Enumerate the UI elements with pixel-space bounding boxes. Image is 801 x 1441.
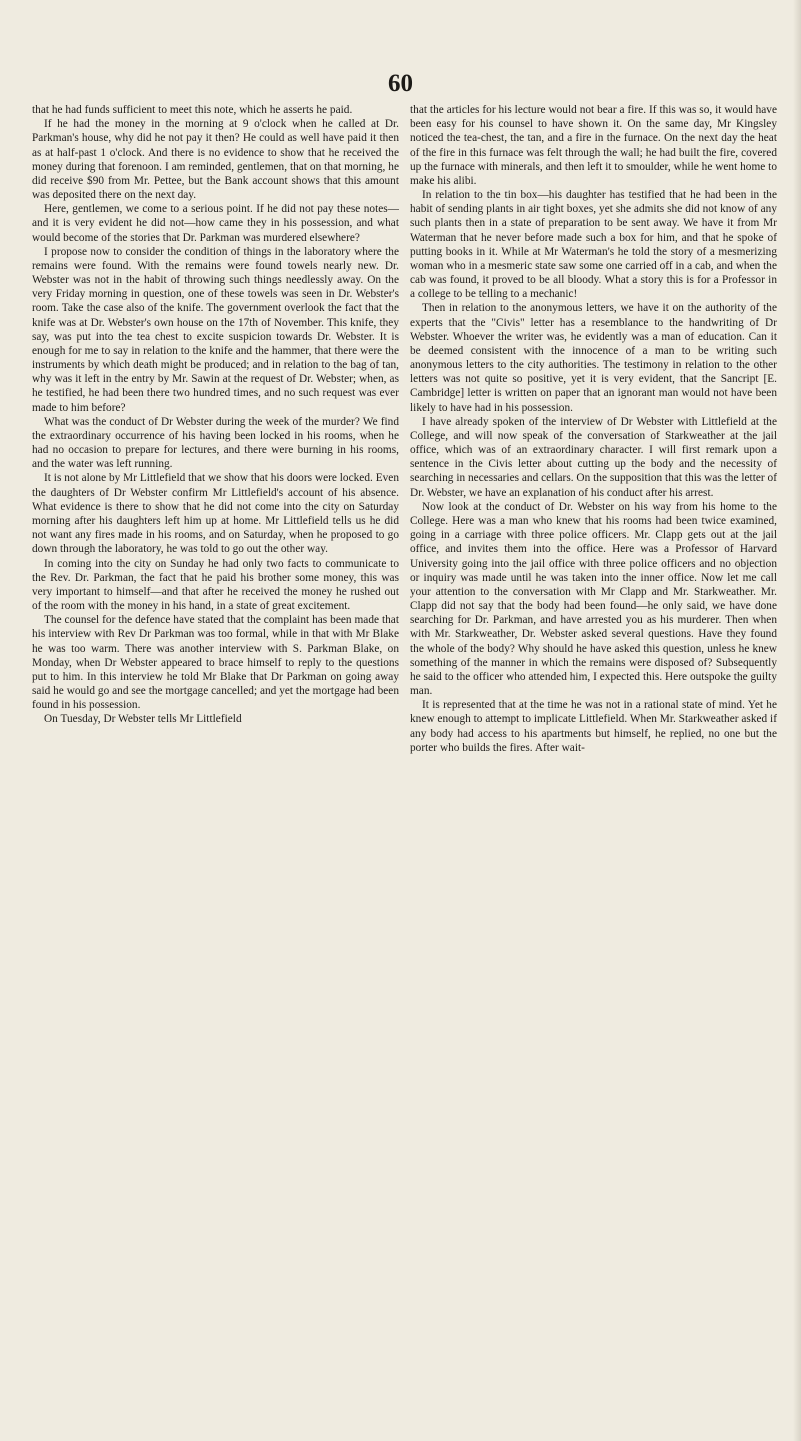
page-number: 60 <box>388 70 413 97</box>
paragraph: that the articles for his lecture would not bear a fire. If this was so, it would have been easy for his counsel to have shown it. On the same day, Mr Kingsley noticed the tea-chest, the tan, and a fire in the furnace. On the next day the heat of the fire in this furnace was felt through the wall; he had built the fire, covered up the furnace with minerals, and then left it to smoulder, while he went home to make his alibi. <box>410 104 777 187</box>
paragraph: In relation to the tin box—his daughter has testified that he had been in the habit of sending plants in air tight boxes, yet she admits she did not know of any such plants then in a state of preparation to be sent away. We have it from Mr Waterman that he never before made such a box for him, and that he spoke of putting books in it. While at Mr Waterman's he told the story of a mesmerizing woman who in a mesmeric state saw some one carried off in a cab, and when the cab was found, it proved to be all bloody. What a story this is for a Professor in a college to be telling to a mechanic! <box>410 189 777 301</box>
paragraph: that he had funds sufficient to meet this note, which he asserts he paid. <box>32 104 353 116</box>
paragraph: Now look at the conduct of Dr. Webster on his way from his home to the College. Here was a man who knew that his rooms had been twice examined, going in a carriage with three police officers. Mr. Clapp gets out at the jail office, and invites them into the office. Here was a Professor of Harvard University going into the jail office with three police officers and no objection or inquiry was made until he was taken into the inner office. Now let me call your attention to the conversation with Mr Clapp and Mr. Starkweather. Mr. Clapp did not say that the body had been found—he only said, we have done searching for Dr. Parkman, and have arrested you as his murderer. Then when with Mr. Starkweather, Dr. Webster asked several questions. Have they found the whole of the body? Why should he have asked this question, unless he knew something of the manner in which the remains were disposed of? Subsequently he said to the officer who attended him, I expected this. Here outspoke the guilty man. <box>410 500 777 698</box>
right-column <box>410 103 777 755</box>
paragraph: If he had the money in the morning at 9 o'clock when he called at Dr. Parkman's house, why did he not pay it then? He could as well have paid it then as at half-past 1 o'clock. And there is no evidence to show that he received the money during that forenoon. I am reminded, gentlemen, that on that morning, he did receive $90 from Mr. Pettee, but the Bank account shows that this amount was deposited there on the next day. <box>32 118 399 202</box>
paragraph: Here, gentlemen, we come to a serious point. If he did not pay these notes—and it is very evident he did not—how came they in his possession, and what would become of the stories that Dr. Parkman was murdered elsewhere? <box>32 203 399 244</box>
paragraph: What was the conduct of Dr Webster during the week of the murder? We find the extraordinary occurrence of his having been locked in his rooms, when he had no occasion to prepare for lectures, and there were burning in his rooms, and the water was left running. <box>32 415 399 471</box>
paragraph: On Tuesday, Dr Webster tells Mr Littlefield <box>44 713 242 726</box>
paragraph: The counsel for the defence have stated that the complaint has been made that his interview with Rev Dr Parkman was too formal, while in that with Mr Blake he was too warm. There was another interview with S. Parkman Blake, on Monday, when Dr Webster appeared to brace himself to reply to the questions put to him. In this interview he told Mr Blake that Dr Parkman on going away said he would go and see the mortgage cancelled; and yet the mortgage had been found in his possession. <box>32 614 399 712</box>
left-column <box>32 103 399 755</box>
paragraph: I propose now to consider the condition of things in the laboratory where the remains were found. With the remains were found towels nearly new. Dr. Webster was not in the habit of throwing such things needlessly away. On the very Friday morning in question, one of these towels was seen in Dr. Webster's room. Take the case also of the knife. The government overlook the fact that the knife was at Dr. Webster's own house on the 17th of November. This knife, they say, was put into the tea chest to excite suspicion towards Dr. Webster. It is enough for me to say in relation to the knife and the hammer, that there were the instruments by which death might be produced; and in relation to the bag of tan, why was it left in the entry by Mr. Sawin at the request of Dr. Webster; when, as he testified, he had been there two hundred times, and no such request was ever made to him before? <box>32 245 399 414</box>
paragraph: Then in relation to the anonymous letters, we have it on the authority of the experts that the "Civis" letter has a resemblance to the handwriting of Dr Webster. Whoever the writer was, he evidently was a man of education. Can it be deemed consistent with the innocence of a man to be writing such anonymous letters to the city authorities. The testimony in relation to the other letters was not quite so positive, yet it is very evident, that the Sancript [E. Cambridge] letter is written on paper that an ignorant man would not have been likely to have had in his possession. <box>410 302 777 414</box>
paragraph: I have already spoken of the interview of Dr Webster with Littlefield at the College, and will now speak of the conversation of Starkweather at the jail office, which was of an extraordinary character. I will first remark upon a sentence in the Civis letter about cutting up the body and the necessity of searching in necessaries and cellars. On the supposition that this was the letter of Dr. Webster, we have an explanation of his conduct after his arrest. <box>410 415 777 499</box>
paragraph: It is not alone by Mr Littlefield that we show that his doors were locked. Even the daughters of Dr Webster confirm Mr Littlefield's account of his absence. What evidence is there to show that he did not come into the city on Saturday morning after his daughters left him up at home. Mr Littlefield tells us he did not want any fires made in his rooms, and on Saturday, when he proposed to go down through the laboratory, he was told to go out the other way. <box>32 472 399 556</box>
page-edge-shadow <box>793 0 801 1441</box>
paragraph: It is represented that at the time he was not in a rational state of mind. Yet he knew enough to attempt to implicate Littlefield. When Mr. Starkweather asked if any body had access to his apartments but himself, he replied, no one but the porter who builds the fires. After wait- <box>410 699 777 754</box>
text-columns <box>32 103 777 755</box>
paragraph: In coming into the city on Sunday he had only two facts to communicate to the Rev. Dr. Parkman, the fact that he paid his brother some money, this was very important to himself—and that after he received the money he rushed out of the room with the money in his hand, in a state of great excitement. <box>32 557 399 613</box>
